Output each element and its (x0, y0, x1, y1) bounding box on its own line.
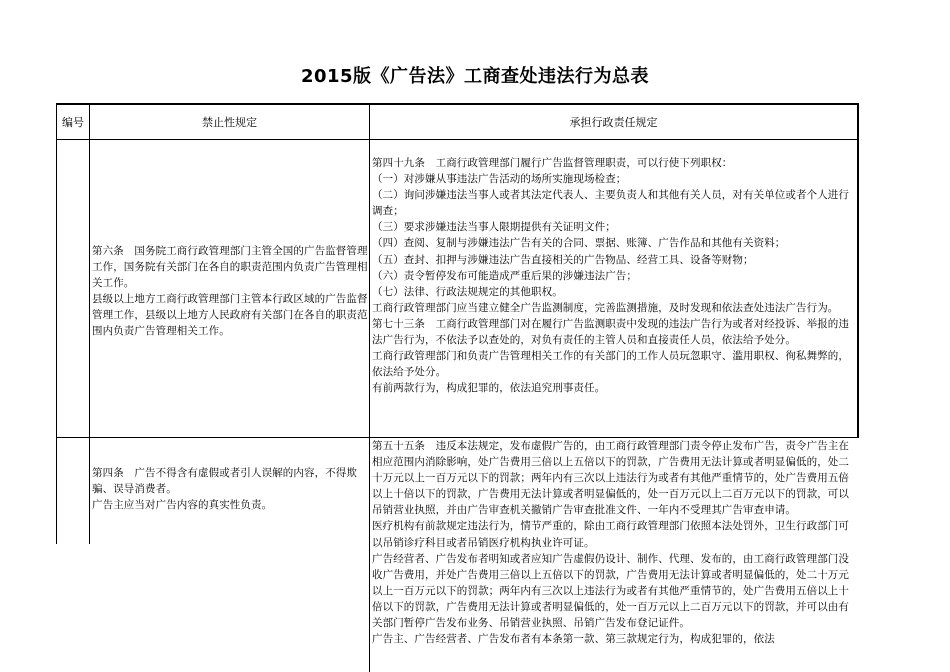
row1-prohibitive-para-1: 第六条 国务院工商行政管理部门主管全国的广告监督管理工作，国务院有关部门在各自的职责范围内负责广告管理相关工作。 (92, 245, 368, 290)
header-number: 编号 (62, 116, 84, 129)
row1-liability-para-9: 工商行政管理部门应当建立健全广告监测制度，完善监测措施，及时发现和依法查处违法广告行为。 (372, 301, 839, 314)
number-col-divider (89, 103, 90, 544)
row2-liability-cell (372, 438, 857, 672)
row2-prohibitive-para-1: 第四条 广告不得含有虚假或者引人误解的内容，不得欺骗、误导消费者。 (92, 467, 357, 496)
row1-liability-para-6: （五）查封、扣押与涉嫌违法广告直接相关的广告物品、经营工具、设备等财物； (372, 253, 754, 266)
row2-liability-para-4: 广告主、广告经营者、广告发布者有本条第一款、第三款规定行为，构成犯罪的，依法 (372, 633, 775, 646)
header-liability: 承担行政责任规定 (569, 116, 658, 129)
row1-prohibitive-para-2: 县级以上地方工商行政管理部门主管本行政区域的广告监督管理工作，县级以上地方人民政府有关部门在各自的职责范围内负责广告管理相关工作。 (92, 293, 368, 338)
prohibitive-col-divider (369, 103, 370, 672)
row2-liability-para-1: 第五十五条 违反本法规定，发布虚假广告的，由工商行政管理部门责令停止发布广告，责令广告主在相应范围内消除影响，处广告费用三倍以上五倍以下的罚款，广告费用无法计算或者明显偏低的，处二十万元以上一百万元以下的罚款；两年内有三次以上违法行为或者有其他严重情节的，处广告费用五倍以上十倍以下的罚款，广告费用无法计算或者明显偏低的，处一百万元以上二百万元以下的罚款，可以吊销营业执照，并由广告审查机关撤销广告审查批准文件、一年内不受理其广告审查申请。 (372, 440, 849, 517)
header-bottom-border (56, 139, 858, 140)
row2-prohibitive-para-2: 广告主应当对广告内容的真实性负责。 (92, 499, 273, 512)
row1-liability-para-2: （一）对涉嫌从事违法广告活动的场所实施现场检查； (372, 173, 627, 186)
row1-liability-para-4: （三）要求涉嫌违法当事人限期提供有关证明文件； (372, 221, 616, 234)
table-right-border (857, 103, 859, 438)
row1-liability-para-3: （二）询问涉嫌违法当事人或者其法定代表人、主要负责人和其他有关人员，对有关单位或者个人进行调查； (372, 189, 849, 218)
row1-number (57, 140, 89, 437)
row1-liability-para-1: 第四十九条 工商行政管理部门履行广告监督管理职责，可以行使下列职权： (372, 157, 733, 169)
row1-liability-para-5: （四）查阅、复制与涉嫌违法广告有关的合同、票据、账簿、广告作品和其他有关资料； (372, 237, 786, 250)
row1-liability-para-12: 有前两款行为，构成犯罪的，依法追究刑事责任。 (372, 382, 606, 395)
row1-prohibitive-cell (92, 243, 368, 363)
document-title: 2015版《广告法》工商查处违法行为总表 (300, 66, 650, 87)
header-prohibitive: 禁止性规定 (202, 116, 257, 129)
row1-liability-cell (372, 155, 857, 437)
row1-liability-para-11: 工商行政管理部门和负责广告管理相关工作的有关部门的工作人员玩忽职守、滥用职权、徇私舞弊的，依法给予处分。 (372, 350, 849, 379)
row2-liability-para-3: 广告经营者、广告发布者明知或者应知广告虚假仍设计、制作、代理、发布的，由工商行政管理部门没收广告费用，并处广告费用三倍以上五倍以下的罚款，广告费用无法计算或者明显偏低的，处二十万元以上一百万元以下的罚款；两年内有三次以上违法行为或者有其他严重情节的，处广告费用五倍以上十倍以下的罚款，广告费用无法计算或者明显偏低的，处一百万元以上二百万元以下的罚款，并可以由有关部门暂停广告发布业务、吊销营业执照、吊销广告发布登记证件。 (372, 552, 849, 630)
row1-liability-para-10: 第七十三条 工商行政管理部门对在履行广告监测职责中发现的违法广告行为或者对经投诉、举报的违法广告行为，不依法予以查处的，对负有责任的主管人员和直接责任人员，依法给予处分。 (372, 317, 849, 347)
row1-liability-para-8: （七）法律、行政法规规定的其他职权。 (372, 285, 563, 298)
row2-prohibitive-cell (92, 465, 368, 535)
row1-liability-para-7: （六）责令暂停发布可能造成严重后果的涉嫌违法广告； (372, 269, 637, 282)
row2-liability-para-2: 医疗机构有前款规定违法行为，情节严重的，除由工商行政管理部门依照本法处罚外，卫生行政部门可以吊销诊疗科目或者吊销医疗机构执业许可证。 (372, 520, 849, 549)
row2-number (57, 438, 89, 544)
